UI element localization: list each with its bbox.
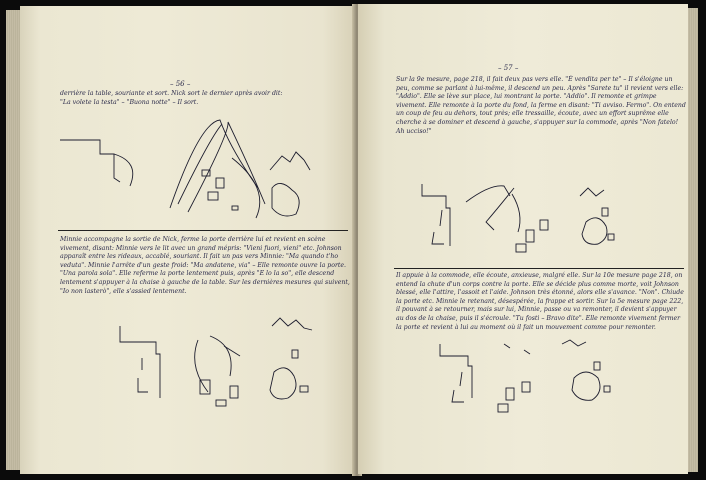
stage-diagram-1: [60, 108, 340, 228]
stage-diagram-2: [60, 306, 340, 416]
left-page-number: – 56 –: [170, 80, 191, 88]
section-divider: [58, 230, 348, 231]
stage-diagram-4: [394, 338, 684, 428]
stage-diagram-3: [394, 172, 684, 262]
section-divider-right: [394, 268, 684, 269]
left-page-text-middle: Minnie accompagne la sortie de Nick, ferme la porte derrière lui et revient en scène vivement, disant: Minnie vers le lit avec un grand mépris: "Vieni fuori, vieni" etc. Johnson apparaît entre les rideaux, accablé, souriant. Il fait un pas vers Minnie: "Ma quando t'ho veduta". Minnie l'arrête d'un geste froid: "Ma andatene, via" – Elle remonte ouvre la porte. "Una parola sola". Elle referme la porte lentement puis, après "E lo la so", elle descend lentement s'appuyer à la chaise à gauche de la table. Sur les dernières mesures qui suivent, "Io non lasterò", elle s'assied lentement.: [60, 236, 350, 295]
left-page: [20, 6, 356, 474]
right-page-number: – 57 –: [498, 64, 519, 72]
right-page-text-top: Sur la 9e mesure, page 218, il fait deux pas vers elle. "È vendita per te" – Il s'éloigne un peu, comme se parlant à lui-même, il descend un peu. Après "Sarete tu" il revient vers elle: "Addio". Elle se lève sur place, lui montrant la porte. "Addio". Il remonte et grimpe vivement. Elle remonte à la porte du fond, la ferme en disant: "Ti avviso. Fermo". On entend un coup de feu au dehors, tout près; elle tressaille, écoute, avec un effort suprême elle cherche à se dominer et descend à gauche, s'appuyer sur la commode, après "Non fatelo! Ah ucciso!": [396, 76, 686, 135]
right-page: [358, 4, 688, 474]
right-page-text-bottom: Il appuie à la commode, elle écoute, anxieuse, malgré elle. Sur la 10e mesure page 218, on entend la chute d'un corps contre la porte. Elle se décide plus comme morte, voit Johnson blessé, elle l'attire, l'assoit et l'aide. Johnson très étonné, alors elle s'avance. "Non". Chiude la porte etc. Minnie le retenant, désespérée, la frappe et sortir. Sur la 5e mesure page 222, il pouvant à se retourner, mais sur lui, Minnie, passe ou va remonter, il devient s'appuyer au dos de la chaise, puis il s'écroule. "Tu fosti – Bravo dite". Elle remonte vivement fermer la porte et revient à lui au moment où il fait un mouvement comme pour remonter.: [396, 272, 684, 331]
left-page-text-top: derrière la table, souriante et sort. Nick sort le dernier après avoir dit: "La volete la testa" – "Buona notte" – Il sort.: [60, 90, 283, 106]
